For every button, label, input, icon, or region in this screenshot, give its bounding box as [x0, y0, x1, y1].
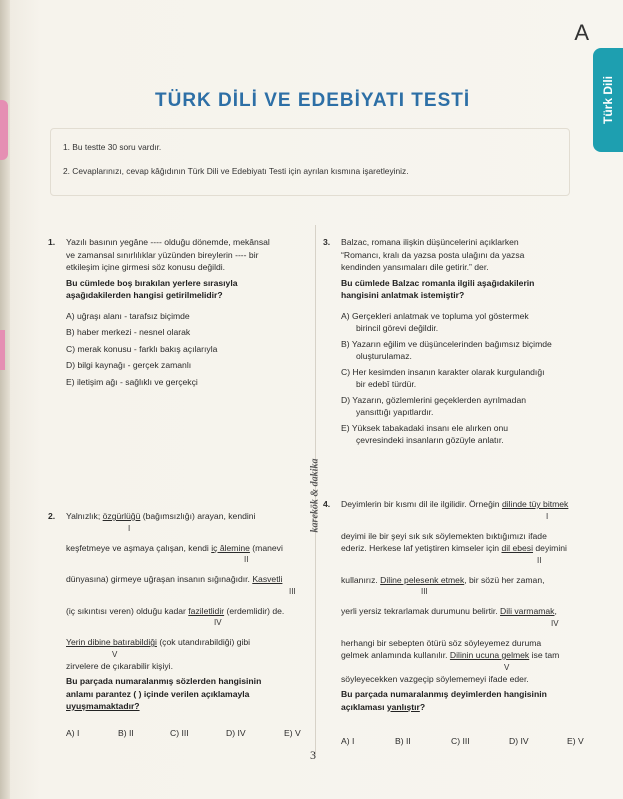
question-prompt: aşağıdakilerden hangisi getirilmelidir?	[66, 290, 223, 300]
question-number: 3.	[323, 237, 331, 247]
roman-numeral-5: V	[504, 662, 510, 672]
option-a[interactable]	[341, 310, 589, 334]
text: (erdemlidir) de.	[224, 605, 285, 616]
question-number: 2.	[48, 511, 56, 521]
option-text-cont: oluşturulamaz.	[356, 350, 412, 361]
underlined-phrase-4: faziletlidir	[188, 605, 225, 616]
question-prompt: Bu parçada numaralanmış deyimlerden hangisinin	[341, 689, 547, 699]
option-text: B) Yazarın eğilim ve düşüncelerinden bağımsız biçimde	[341, 338, 552, 349]
roman-row	[341, 511, 589, 522]
roman-row	[341, 662, 589, 673]
passage-line	[341, 542, 589, 555]
roman-numeral-4: IV	[214, 618, 222, 627]
option-text-cont: bir edebî türdür.	[356, 378, 417, 389]
roman-row	[341, 555, 589, 566]
text: keşfetmeye ve aşmaya çalışan, kendi	[66, 542, 212, 553]
stem-line: “Romancı, kralı da yazsa posta ulağını da yazsa	[341, 249, 525, 260]
underlined-phrase-5: Yerin dibine batırabildiği	[66, 637, 157, 647]
pink-tab-mark	[0, 100, 8, 160]
option-c[interactable]: C) merak konusu - farklı bakış açılarıyla	[66, 343, 218, 354]
roman-numeral-2: II	[244, 555, 249, 564]
stem-line: kendinden yansımaları dile getirir.” der.	[341, 262, 489, 272]
passage-line	[341, 605, 589, 618]
question-prompt: anlamı parantez ( ) içinde verilen açıklamayla	[66, 688, 250, 699]
text: ,	[554, 606, 557, 616]
answer-d[interactable]: D) IV	[509, 736, 529, 746]
underlined-idiom-3: Diline pelesenk etmek	[380, 574, 465, 585]
text: dünyasına) girmeye uğraşan insanın sığınağıdır.	[66, 574, 253, 584]
option-text-cont: birincil görevi değildir.	[356, 322, 439, 333]
passage-line: söyleyecekken vazgeçip söylememeyi ifade eder.	[341, 673, 529, 684]
text: deyimini	[533, 543, 567, 553]
roman-numeral-3: III	[289, 586, 296, 596]
option-d[interactable]	[341, 394, 589, 418]
passage-line	[66, 573, 304, 586]
option-text: C) Her kesimden insanın karakter olarak kurgulandığı	[341, 366, 545, 377]
q2-answers	[66, 728, 316, 742]
question-prompt	[341, 701, 589, 714]
option-b[interactable]	[341, 338, 589, 362]
instruction-1: 1. Bu testte 30 soru vardır.	[63, 142, 162, 152]
text: açıklaması	[341, 701, 387, 712]
text: ?	[419, 701, 426, 712]
text: Deyimlerin bir kısmı dil ile ilgilidir. Örneğin	[341, 499, 502, 509]
passage-line: herhangi bir sebepten ötürü söz söyleyemez duruma	[341, 637, 542, 648]
text: yerli yersiz tekrarlamak durumunu belirtir.	[341, 606, 501, 616]
answer-e[interactable]: E) V	[284, 728, 301, 738]
text: kullanırız.	[341, 574, 381, 585]
question-2	[48, 510, 304, 713]
underlined-phrase-2: iç âlemine	[211, 542, 250, 553]
text: (iç sıkıntısı veren) olduğu kadar	[66, 605, 189, 616]
passage-line	[66, 510, 304, 523]
option-text: A) Gerçekleri anlatmak ve topluma yol göstermek	[341, 310, 529, 321]
underlined-phrase-1: özgürlüğü	[102, 511, 141, 521]
options-list	[341, 310, 589, 446]
roman-row	[341, 586, 589, 597]
answer-a[interactable]: A) I	[341, 736, 355, 746]
karekok-side-label	[304, 440, 326, 550]
underlined-idiom-1: dilinde tüy bitmek	[501, 499, 569, 509]
passage-line	[66, 636, 304, 649]
instruction-2: 2. Cevaplarınızı, cevap kâğıdının Türk Dili ve Edebiyatı Testi için ayrılan kısmına işaretleyiniz.	[63, 166, 409, 176]
roman-row	[66, 554, 304, 565]
option-text-cont: yansıttığı yapıtlardır.	[356, 406, 434, 417]
option-d[interactable]: D) bilgi kaynağı - gerçek zamanlı	[66, 360, 192, 370]
answer-d[interactable]: D) IV	[226, 728, 246, 738]
instructions-box	[50, 128, 570, 196]
roman-row	[66, 649, 304, 660]
options-list	[66, 310, 304, 389]
question-prompt: Bu parçada numaralanmış sözlerden hangisinin	[66, 676, 262, 686]
booklet-letter: A	[574, 20, 589, 45]
page-binding-edge	[0, 0, 10, 799]
stem-line: Yazılı basının yegâne ---- olduğu dönemde, mekânsal	[66, 237, 270, 247]
answer-e[interactable]: E) V	[567, 736, 584, 746]
question-prompt-negative: uyuşmamaktadır?	[66, 701, 140, 711]
text: Yalnızlık;	[66, 511, 103, 521]
answer-b[interactable]: B) II	[118, 728, 134, 738]
option-c[interactable]	[341, 366, 589, 390]
roman-numeral-1: I	[128, 523, 131, 533]
roman-numeral-3: III	[421, 587, 428, 596]
option-text: D) Yazarın, gözlemlerini geçeklerden ayrılmadan	[341, 394, 527, 405]
passage-line	[341, 574, 589, 587]
text: (manevi	[249, 542, 283, 553]
roman-numeral-5: V	[112, 649, 118, 659]
question-prompt: Bu cümlede Balzac romanla ilgili aşağıdakilerin	[341, 277, 535, 288]
passage-line	[66, 605, 304, 618]
question-number: 4.	[323, 499, 331, 509]
text: , bir sözü her zaman,	[464, 574, 545, 585]
underlined-idiom-4: Dili varmamak	[500, 606, 555, 616]
answer-b[interactable]: B) II	[395, 736, 411, 746]
text: ederiz. Herkese laf yetiştiren kimseler için	[341, 543, 502, 553]
option-e[interactable]	[341, 422, 589, 446]
stem-line: etkileşim içine girmesi söz konusu değildi.	[66, 262, 226, 272]
text: (çok utandırabildiği) gibi	[156, 637, 251, 647]
answer-c[interactable]: C) III	[170, 728, 189, 738]
passage-line	[66, 542, 304, 555]
subject-side-tab	[593, 48, 623, 152]
option-e[interactable]: E) iletişim ağı - sağlıklı ve gerçekçi	[66, 376, 198, 387]
page-number: 3	[310, 748, 316, 762]
passage-line	[341, 498, 589, 511]
negative-word: yanlıştır	[386, 701, 420, 712]
question-prompt: Bu cümlede boş bırakılan yerlere sırasıyla	[66, 277, 238, 288]
roman-row	[66, 523, 304, 534]
answer-c[interactable]: C) III	[451, 736, 470, 746]
passage-line: zirvelere de çıkarabilir kişiyi.	[66, 660, 173, 671]
stem-line: Balzac, romana ilişkin düşüncelerini açıklarken	[341, 237, 519, 247]
question-4	[323, 498, 589, 713]
test-title: TÜRK DİLİ VE EDEBİYATI TESTİ	[155, 90, 471, 111]
underlined-idiom-5: Dilinin ucuna gelmek	[449, 650, 530, 660]
stem-line: ve zamansal sınırlılıklar yüzünden bireylerin ---- bir	[66, 249, 259, 260]
subject-side-tab-label: Türk Dili	[601, 75, 616, 125]
option-text: E) Yüksek tabakadaki insanı ele alırken onu	[341, 422, 509, 433]
question-1	[48, 236, 304, 392]
underlined-phrase-3: Kasvetli	[252, 574, 283, 584]
option-b[interactable]: B) haber merkezi - nesnel olarak	[66, 327, 191, 337]
roman-row	[341, 618, 589, 629]
option-a[interactable]: A) uğraşı alanı - tarafsız biçimde	[66, 310, 190, 321]
roman-numeral-2: II	[537, 555, 542, 565]
passage-line: deyimi ile bir şeyi sık sık söylemekten bıktığımızı ifade	[341, 530, 547, 541]
question-number: 1.	[48, 237, 56, 247]
roman-numeral-1: I	[546, 511, 549, 521]
pink-tab-mark-2	[0, 330, 5, 370]
karekok-label-text: karekök & dakika	[309, 458, 321, 532]
roman-row	[66, 617, 304, 628]
text: gelmek anlamında kullanılır.	[341, 650, 450, 660]
roman-numeral-4: IV	[551, 618, 559, 628]
text: (bağımsızlığı) arayan, kendini	[140, 511, 256, 521]
question-prompt: hangisini anlatmak istemiştir?	[341, 290, 465, 300]
question-3	[323, 236, 589, 450]
answer-a[interactable]: A) I	[66, 728, 80, 738]
roman-row	[66, 586, 304, 597]
option-text-cont: çevresindeki insanların gözüyle anlatır.	[356, 434, 504, 445]
underlined-idiom-2: dil ebesi	[501, 543, 534, 553]
q4-answers	[341, 736, 591, 750]
passage-line	[341, 649, 589, 662]
text: ise tam	[529, 650, 560, 660]
